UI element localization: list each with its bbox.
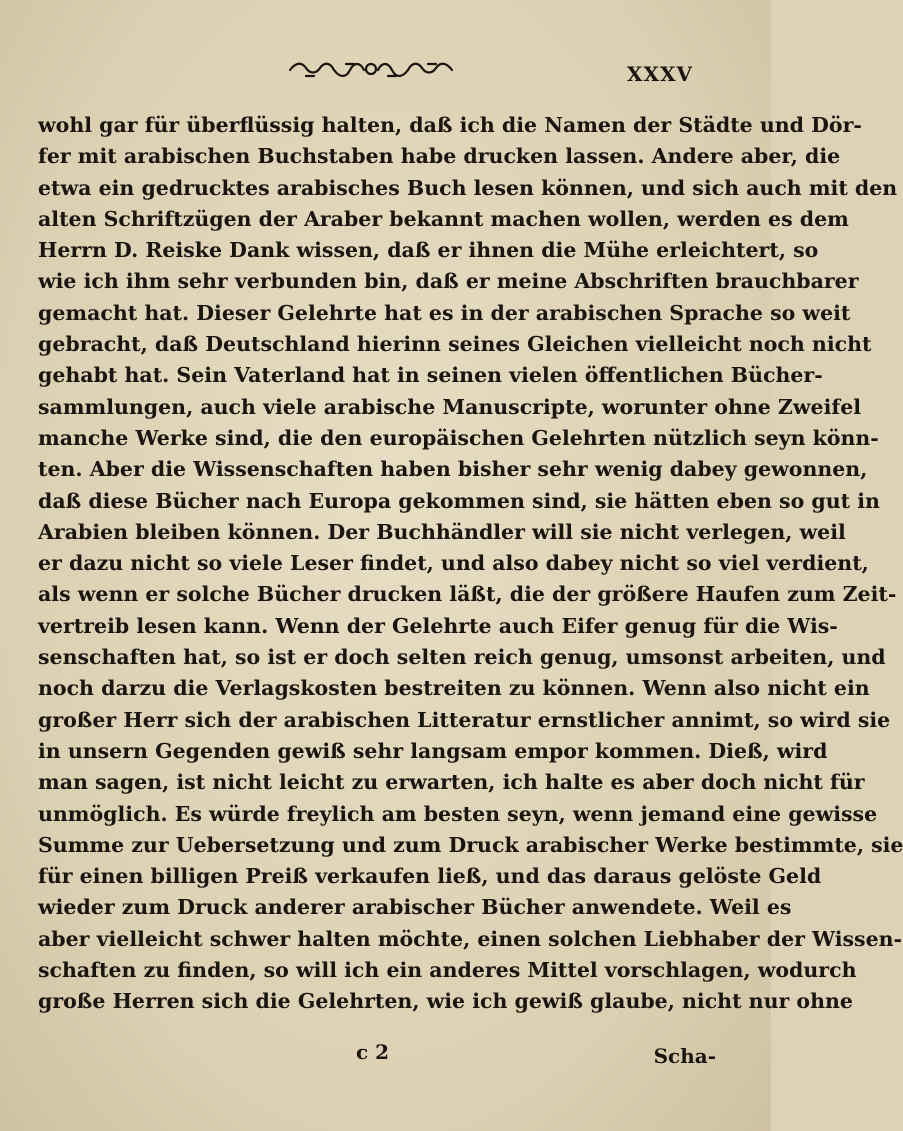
text-line: ten. Aber die Wissenschaften haben bisher sehr wenig dabey gewonnen, <box>38 457 868 482</box>
text-line: wieder zum Druck anderer arabischer Bücher anwendete. Weil es <box>38 895 792 920</box>
text-line: noch darzu die Verlagskosten bestreiten zu können. Wenn also nicht ein <box>38 676 870 701</box>
text-line: fer mit arabischen Buchstaben habe drucken lassen. Andere aber, die <box>38 144 841 169</box>
text-line: große Herren sich die Gelehrten, wie ich gewiß glaube, nicht nur ohne <box>38 989 853 1014</box>
text-line: Herrn D. Reiske Dank wissen, daß er ihnen die Mühe erleichtert, so <box>38 238 819 263</box>
text-line: in unsern Gegenden gewiß sehr langsam empor kommen. Dieß, wird <box>38 738 828 763</box>
text-line: Arabien bleiben können. Der Buchhändler will sie nicht verlegen, weil <box>38 519 846 544</box>
text-line: daß diese Bücher nach Europa gekommen sind, sie hätten eben so gut in <box>38 488 880 513</box>
text-line: wohl gar für überflüssig halten, daß ich die Namen der Städte und Dör- <box>38 113 862 137</box>
text-line: alten Schriftzügen der Araber bekannt machen wollen, werden es dem <box>38 206 849 231</box>
text-line: senschaften hat, so ist er doch selten reich genug, umsonst arbeiten, und <box>38 645 886 670</box>
text-line: gehabt hat. Sein Vaterland hat in seinen vielen öffentlichen Bücher- <box>38 363 823 388</box>
text-line: unmöglich. Es würde freylich am besten seyn, wenn jemand eine gewisse <box>38 801 878 826</box>
text-line: Summe zur Uebersetzung und zum Druck arabischer Werke bestimmte, sie <box>38 832 903 857</box>
text-line: sammlungen, auch viele arabische Manuscripte, worunter ohne Zweifel <box>38 394 862 419</box>
text-line: manche Werke sind, die den europäischen Gelehrten nützlich seyn könn- <box>38 425 879 450</box>
text-line: für einen billigen Preiß verkaufen ließ, und das daraus gelöste Geld <box>38 864 822 889</box>
page-number: XXXV <box>626 62 693 86</box>
signature-mark: c 2 <box>356 1040 390 1064</box>
text-line: gemacht hat. Dieser Gelehrte hat es in der arabischen Sprache so weit <box>38 300 851 325</box>
body-text <box>38 110 903 1018</box>
text-line: großer Herr sich der arabischen Litteratur ernstlicher annimt, so wird sie <box>38 707 891 732</box>
page-footer <box>0 1040 771 1070</box>
text-line: etwa ein gedrucktes arabisches Buch lesen können, und sich auch mit den <box>38 175 898 200</box>
text-line: vertreib lesen kann. Wenn der Gelehrte auch Eifer genug für die Wis- <box>38 613 838 638</box>
text-line: schaften zu finden, so will ich ein anderes Mittel vorschlagen, wodurch <box>38 958 857 983</box>
text-line: man sagen, ist nicht leicht zu erwarten, ich halte es aber doch nicht für <box>38 770 865 795</box>
text-line: er dazu nicht so viele Leser findet, und also dabey nicht so viel verdient, <box>38 551 869 576</box>
catchword: Scha- <box>653 1044 716 1068</box>
text-line: gebracht, daß Deutschland hierinn seines Gleichen vielleicht noch nicht <box>38 332 872 357</box>
text-line: wie ich ihm sehr verbunden bin, daß er meine Abschriften brauchbarer <box>38 269 859 294</box>
text-line: als wenn er solche Bücher drucken läßt, die der größere Haufen zum Zeit- <box>38 582 897 607</box>
fleuron-ornament-icon <box>286 58 456 82</box>
text-line: aber vielleicht schwer halten möchte, einen solchen Liebhaber der Wissen- <box>38 926 903 951</box>
